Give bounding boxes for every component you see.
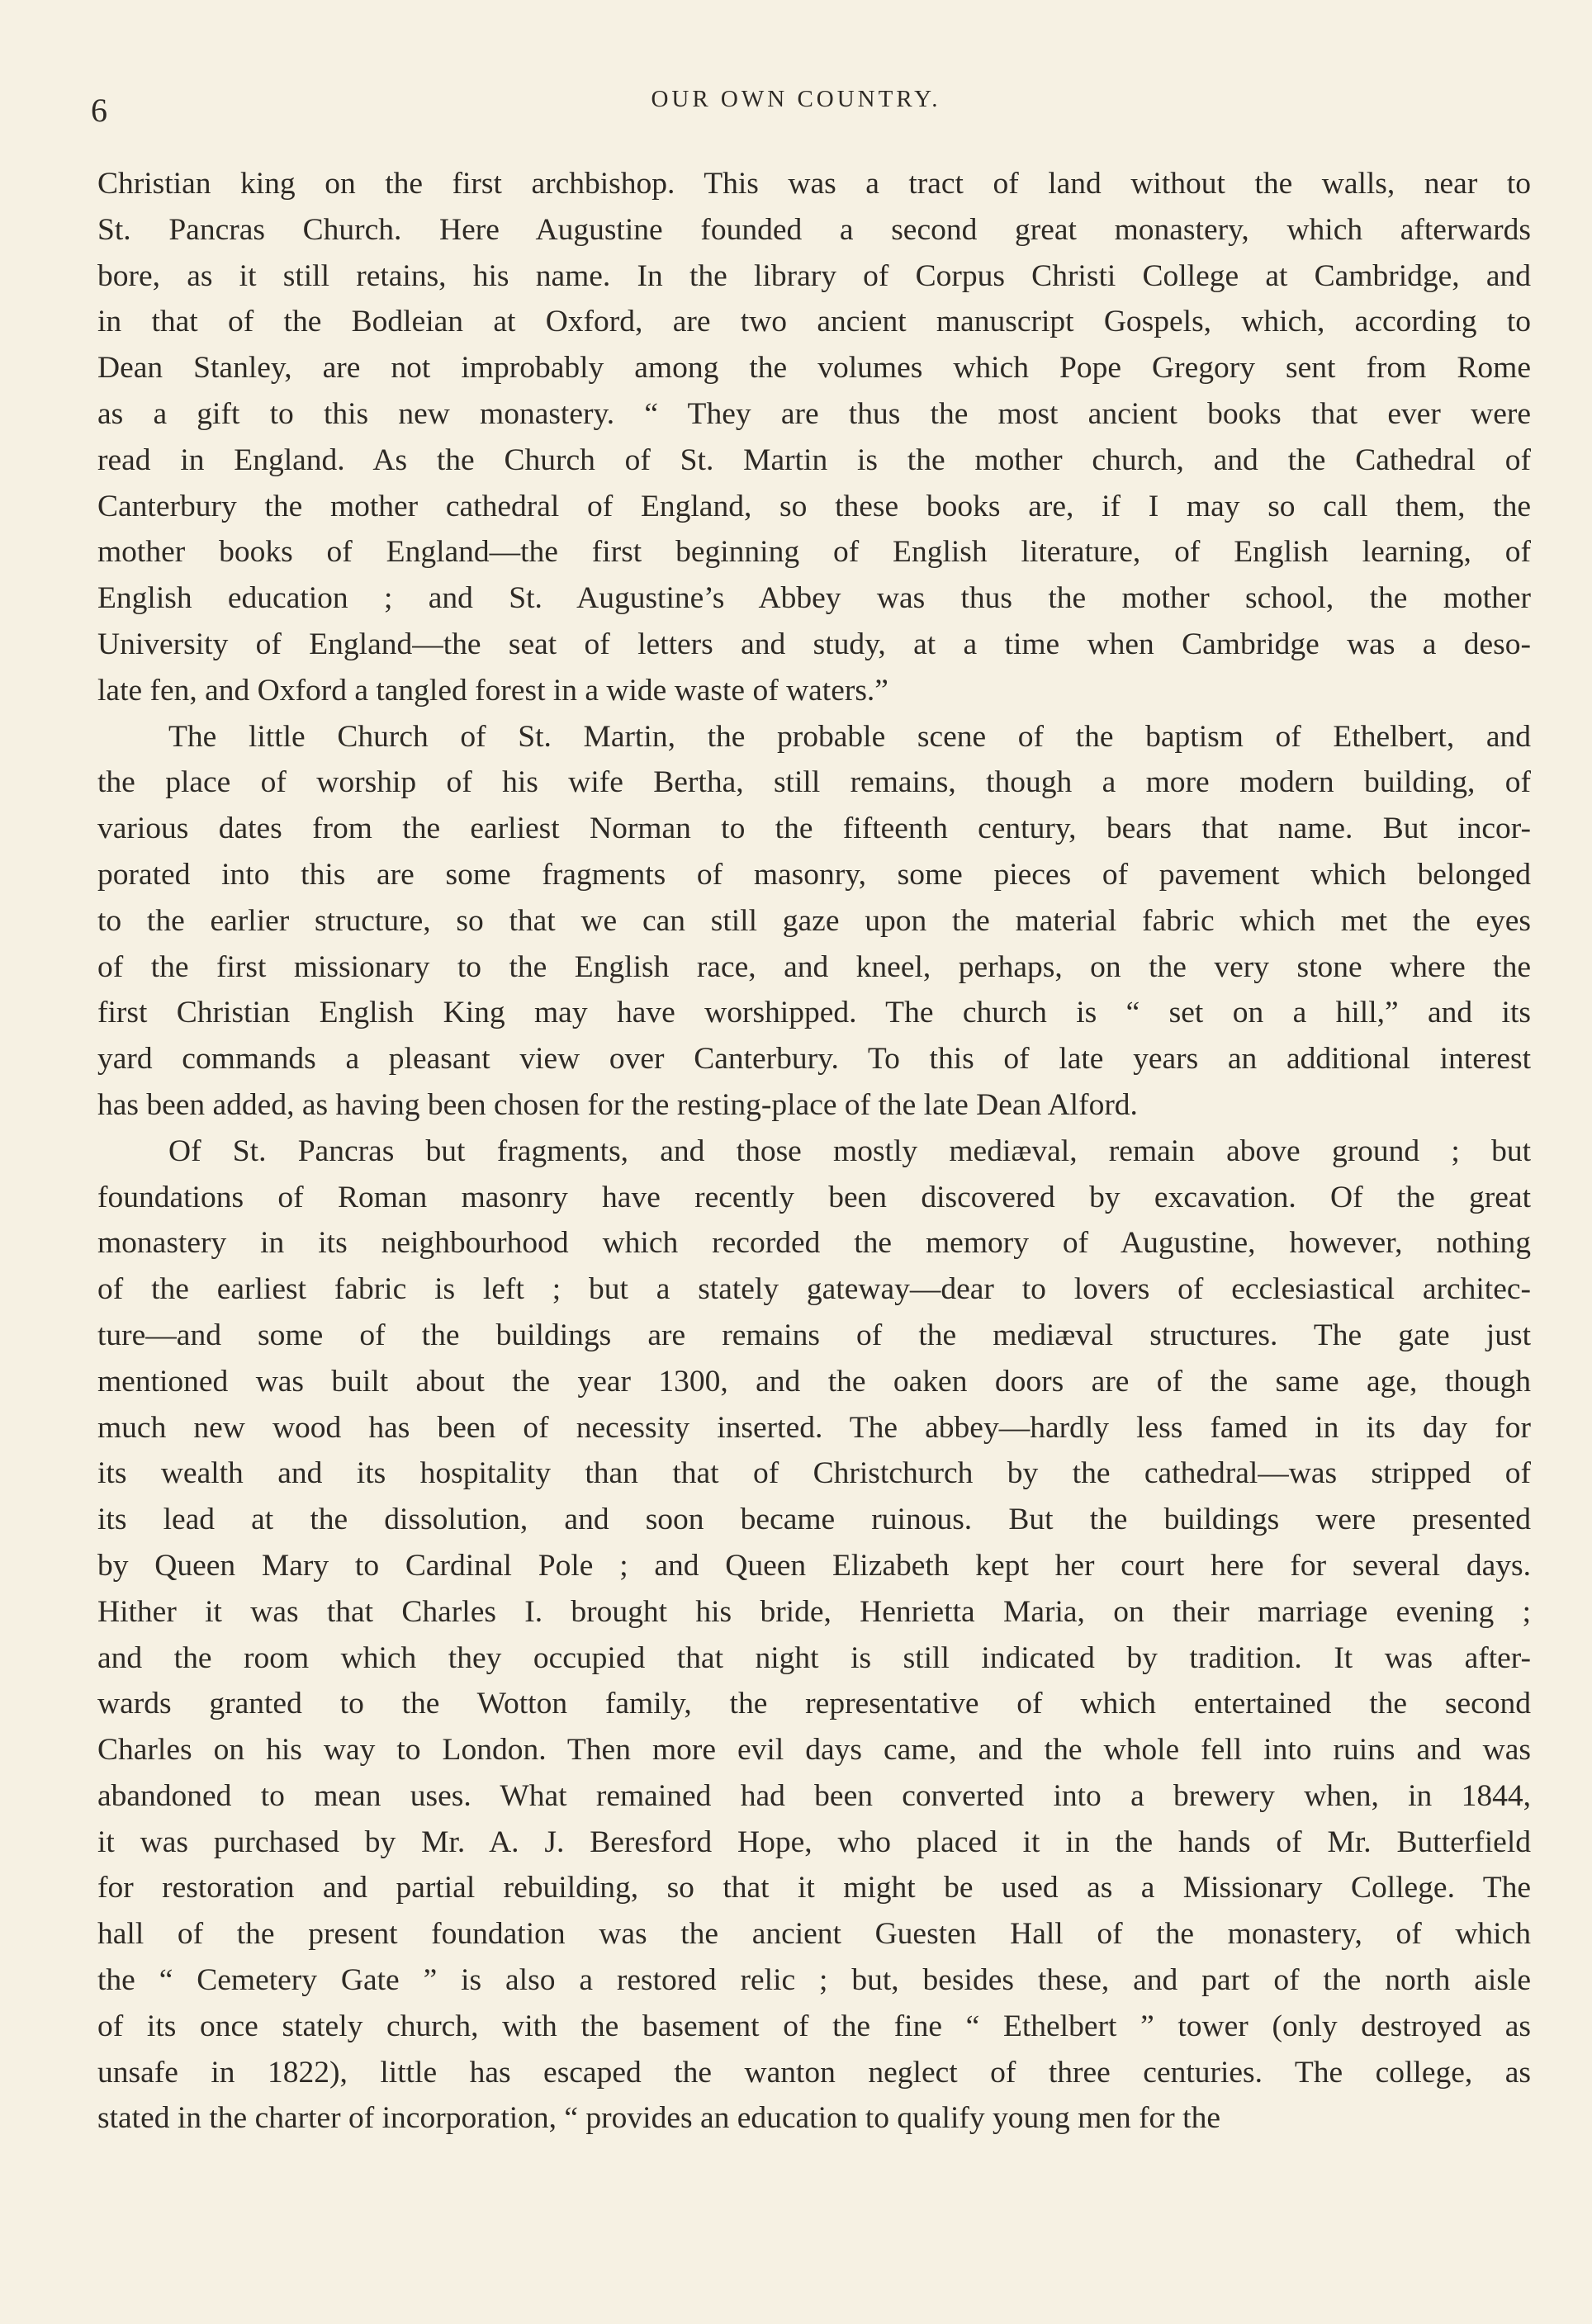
page-number: 6 (91, 92, 108, 129)
text-line: for restoration and partial rebuilding, so that it might be used as a Missionary College. The (97, 1871, 1531, 1905)
text-line: Christian king on the first archbishop. This was a tract of land without the walls, near to (97, 167, 1531, 201)
text-line: hall of the present foundation was the ancient Guesten Hall of the monastery, of which (97, 1917, 1531, 1952)
text-line: of the earliest fabric is left ; but a stately gateway—dear to lovers of ecclesiastical architec- (97, 1272, 1531, 1307)
text-line: stated in the charter of incorporation, “ provides an education to qualify young men for the (97, 2101, 1220, 2136)
text-line: English education ; and St. Augustine’s Abbey was thus the mother school, the mother (97, 581, 1531, 616)
text-line: as a gift to this new monastery. “ They are thus the most ancient books that ever were (97, 396, 1531, 431)
text-line: yard commands a pleasant view over Canterbury. To this of late years an additional interest (97, 1042, 1531, 1077)
text-line: it was purchased by Mr. A. J. Beresford Hope, who placed it in the hands of Mr. Butterfield (97, 1825, 1531, 1859)
text-line: of its once stately church, with the basement of the fine “ Ethelbert ” tower (only destroyed as (97, 2009, 1531, 2043)
text-line: in that of the Bodleian at Oxford, are two ancient manuscript Gospels, which, according to (97, 305, 1531, 339)
text-line: Dean Stanley, are not improbably among the volumes which Pope Gregory sent from Rome (97, 351, 1531, 386)
text-line: to the earlier structure, so that we can still gaze upon the material fabric which met the eyes (97, 903, 1531, 938)
text-line: first Christian English King may have worshipped. The church is “ set on a hill,” and its (97, 996, 1531, 1030)
paragraph (97, 714, 1531, 1129)
paragraph (97, 1129, 1531, 2142)
text-line: late fen, and Oxford a tangled forest in a wide waste of waters.” (97, 673, 888, 708)
text-line: bore, as it still retains, his name. In the library of Corpus Christi College at Cambridge, and (97, 258, 1531, 293)
text-line: and the room which they occupied that night is still indicated by tradition. It was after- (97, 1640, 1531, 1675)
text-line: porated into this are some fragments of masonry, some pieces of pavement which belonged (97, 857, 1531, 892)
text-line: the “ Cemetery Gate ” is also a restored relic ; but, besides these, and part of the north aisle (97, 1963, 1531, 1998)
text-line: much new wood has been of necessity inserted. The abbey—hardly less famed in its day for (97, 1410, 1531, 1445)
text-line: University of England—the seat of letters and study, at a time when Cambridge was a deso- (97, 627, 1531, 661)
running-title: OUR OWN COUNTRY. (651, 86, 941, 112)
text-line: by Queen Mary to Cardinal Pole ; and Queen Elizabeth kept her court here for several days. (97, 1548, 1531, 1583)
body-text (97, 161, 1531, 2142)
text-line: mentioned was built about the year 1300, and the oaken doors are of the same age, though (97, 1364, 1531, 1399)
text-line: Hither it was that Charles I. brought his bride, Henrietta Maria, on their marriage evening ; (97, 1594, 1531, 1629)
text-line: Canterbury the mother cathedral of England, so these books are, if I may so call them, the (97, 489, 1531, 523)
text-line: foundations of Roman masonry have recently been discovered by excavation. Of the great (97, 1180, 1531, 1214)
text-line: its lead at the dissolution, and soon became ruinous. But the buildings were presented (97, 1503, 1531, 1537)
text-line: wards granted to the Wotton family, the representative of which entertained the second (97, 1687, 1531, 1721)
text-line: various dates from the earliest Norman to the fifteenth century, bears that name. But incor- (97, 812, 1531, 846)
text-line: mother books of England—the first beginning of English literature, of English learning, of (97, 535, 1531, 570)
text-line: the place of worship of his wife Bertha, still remains, though a more modern building, of (97, 765, 1531, 800)
paragraph (97, 161, 1531, 714)
text-line: abandoned to mean uses. What remained had been converted into a brewery when, in 1844, (97, 1778, 1531, 1813)
text-line: Charles on his way to London. Then more evil days came, and the whole fell into ruins and was (97, 1733, 1531, 1768)
text-line: St. Pancras Church. Here Augustine founded a second great monastery, which afterwards (97, 212, 1531, 247)
text-line: ture—and some of the buildings are remains of the mediæval structures. The gate just (97, 1318, 1531, 1352)
text-line: read in England. As the Church of St. Martin is the mother church, and the Cathedral of (97, 443, 1531, 477)
text-line: The little Church of St. Martin, the probable scene of the baptism of Ethelbert, and (168, 719, 1531, 754)
text-line: unsafe in 1822), little has escaped the wanton neglect of three centuries. The college, as (97, 2055, 1531, 2090)
text-line: monastery in its neighbourhood which recorded the memory of Augustine, however, nothing (97, 1226, 1531, 1261)
text-line: its wealth and its hospitality than that of Christchurch by the cathedral—was stripped of (97, 1456, 1531, 1491)
text-line: of the first missionary to the English race, and kneel, perhaps, on the very stone where the (97, 949, 1531, 984)
text-line: has been added, as having been chosen for the resting-place of the late Dean Alford. (97, 1087, 1138, 1122)
text-line: Of St. Pancras but fragments, and those mostly mediæval, remain above ground ; but (168, 1134, 1531, 1168)
